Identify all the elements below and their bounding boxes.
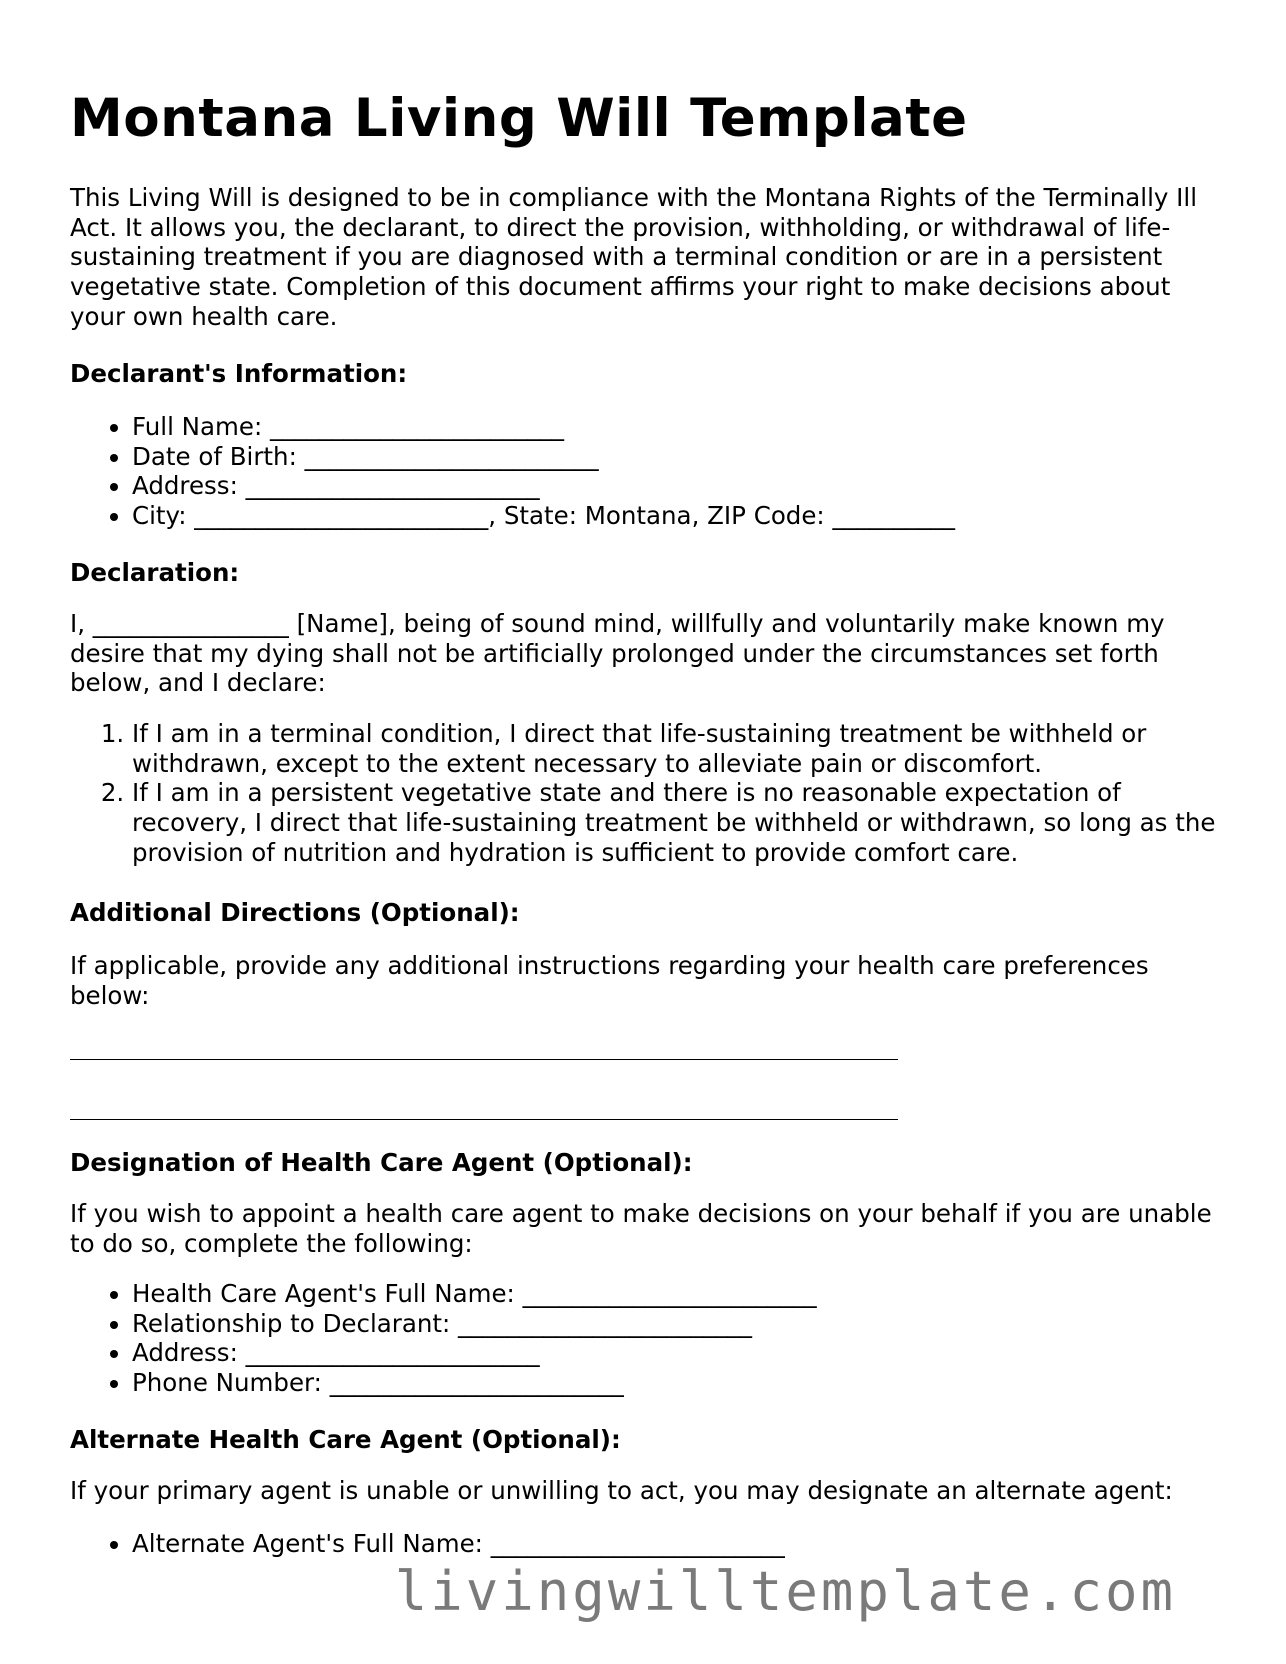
watermark: livingwilltemplate.com [394,1560,1176,1623]
declaration-item-terminal: 1. If I am in a terminal condition, I direct that life-sustaining treatment be withheld or withdrawn, except to the extent necessary to alleviate pain or discomfort. [132,719,1242,778]
alternate-agent-heading: Alternate Health Care Agent (Optional): [70,1425,621,1454]
list-item-city-state-zip: • City: ________________________, State: Montana, ZIP Code: __________ [132,501,1242,531]
declaration-list [70,719,1242,868]
agent-heading: Designation of Health Care Agent (Optional): [70,1148,693,1177]
intro-paragraph: This Living Will is designed to be in compliance with the Montana Rights of the Terminally Ill Act. It allows you, the declarant, to direct the provision, withholding, or withdrawal of life-sustaining treatment if you are diagnosed with a terminal condition or are in a persistent vegetative state. Completion of this document affirms your right to make decisions about your own health care. [70,183,1198,331]
additional-directions-heading: Additional Directions (Optional): [70,898,520,927]
list-item-relationship: • Relationship to Declarant: ________________________ [132,1309,1242,1339]
alternate-agent-list [70,1529,1242,1559]
declarant-heading: Declarant's Information: [70,359,408,388]
page-title: Montana Living Will Template [70,88,968,149]
agent-list [70,1279,1242,1398]
declarant-list [70,412,1242,531]
list-item-address: • Address: ________________________ [132,471,1242,501]
declaration-heading: Declaration: [70,558,240,587]
list-item-agent-name: • Health Care Agent's Full Name: ________________________ [132,1279,1242,1309]
list-item-alternate-agent-name: • Alternate Agent's Full Name: ________________________ [132,1529,1242,1559]
declaration-item-vegetative: 2. If I am in a persistent vegetative state and there is no reasonable expectation of recovery, I direct that life-sustaining treatment be withheld or withdrawn, so long as the provision of nutrition and hydration is sufficient to provide comfort care. [132,778,1242,867]
list-item-date-of-birth: • Date of Birth: ________________________ [132,442,1242,472]
list-item-agent-address: • Address: ________________________ [132,1338,1242,1368]
list-item-full-name: • Full Name: ________________________ [132,412,1242,442]
list-item-phone-number: • Phone Number: ________________________ [132,1368,1242,1398]
declaration-paragraph: I, ________________ [Name], being of sound mind, willfully and voluntarily make known my desire that my dying shall not be artificially prolonged under the circumstances set forth below, and I declare: [70,609,1165,698]
additional-directions-line-2 [70,1119,898,1120]
additional-directions-line-1 [70,1059,898,1060]
agent-paragraph: If you wish to appoint a health care agent to make decisions on your behalf if you are unable to do so, complete the following: [70,1199,1212,1258]
alternate-agent-paragraph: If your primary agent is unable or unwilling to act, you may designate an alternate agent: [70,1476,1173,1505]
additional-directions-paragraph: If applicable, provide any additional instructions regarding your health care preferences below: [70,951,1149,1010]
